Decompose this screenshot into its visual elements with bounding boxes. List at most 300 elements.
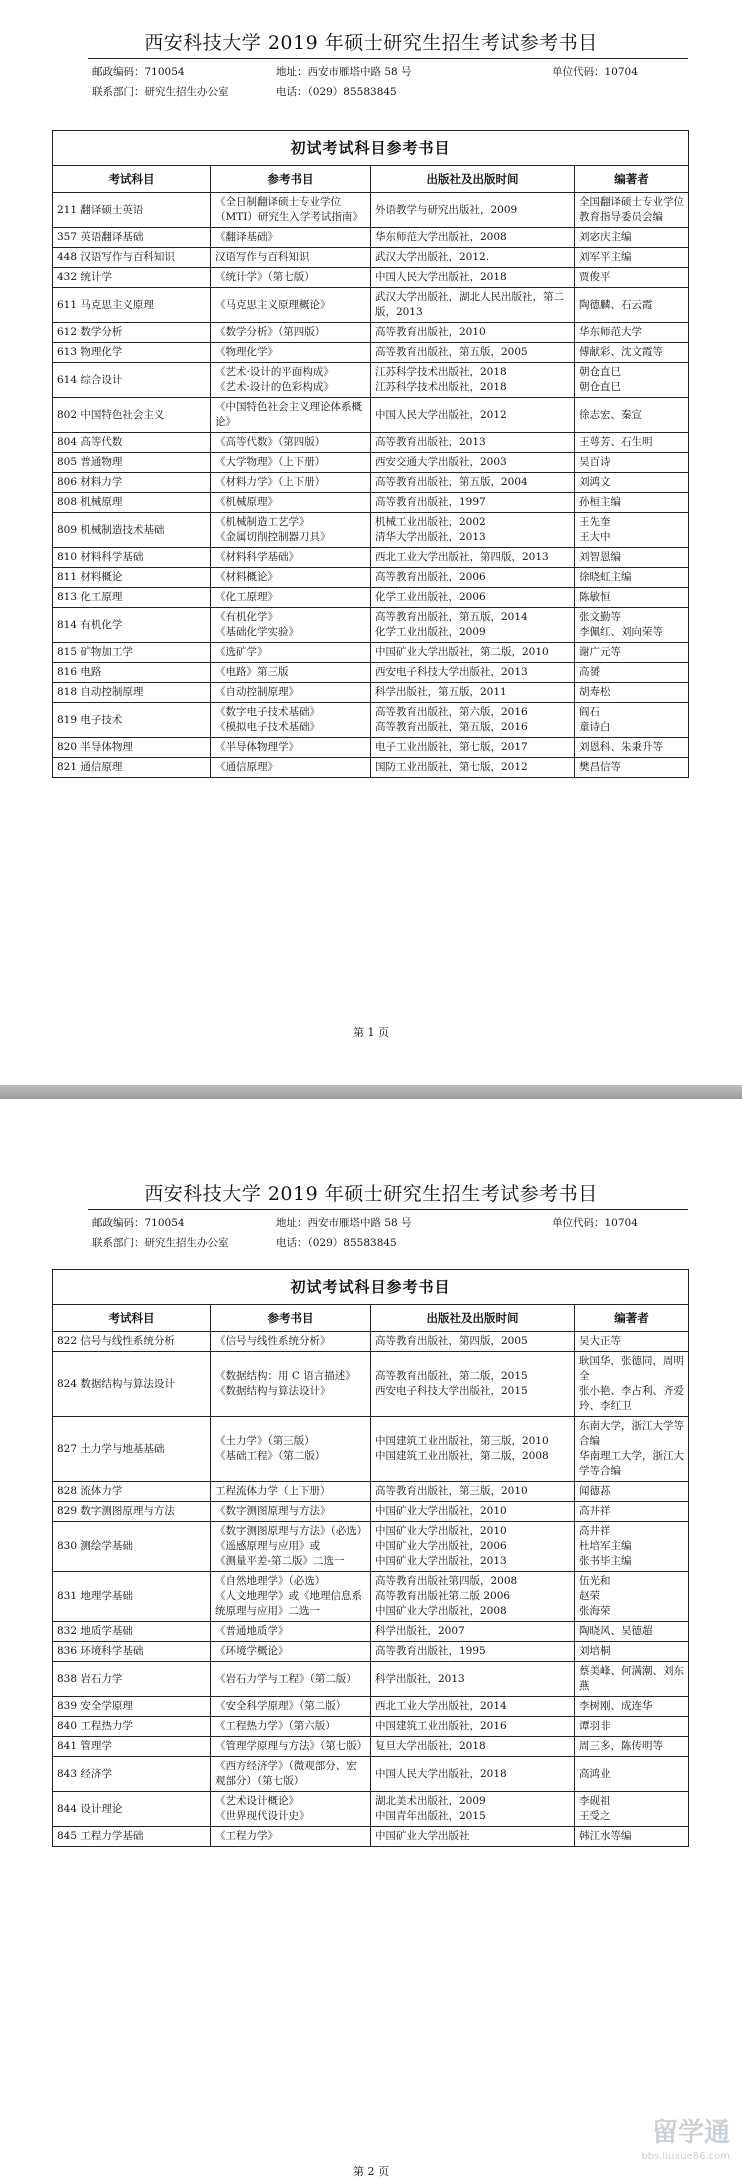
subject-cell: 830 测绘学基础 bbox=[53, 1522, 211, 1572]
books-cell bbox=[211, 643, 371, 663]
author-cell-line: 赵荣 bbox=[579, 1590, 600, 1602]
books-cell bbox=[211, 1737, 371, 1757]
books-cell-line: 《金属切削控制器刀具》 bbox=[215, 531, 331, 543]
author-cell bbox=[575, 248, 689, 268]
books-cell-line: 《材料概论》 bbox=[215, 571, 278, 583]
table-row bbox=[53, 193, 689, 228]
table-row bbox=[53, 1792, 689, 1827]
table-row bbox=[53, 343, 689, 363]
author-cell-line: 贾俊平 bbox=[579, 271, 611, 283]
publisher-cell-line: 中国矿业大学出版社，2006 bbox=[375, 1540, 507, 1552]
books-cell bbox=[211, 493, 371, 513]
subject-cell: 814 有机化学 bbox=[53, 608, 211, 643]
publisher-cell bbox=[371, 643, 575, 663]
watermark-text: 留学通 bbox=[651, 2118, 730, 2148]
postcode: 邮政编码：710054 bbox=[92, 66, 185, 78]
books-cell-line: 《工程热力学》（第六版） bbox=[215, 1720, 336, 1732]
author-cell bbox=[575, 1417, 689, 1482]
books-cell-line: 《岩石力学与工程》（第二版） bbox=[215, 1672, 357, 1685]
header-author: 编著者 bbox=[575, 166, 689, 193]
table-row bbox=[53, 1502, 689, 1522]
publisher-cell bbox=[371, 1827, 575, 1847]
header-books: 参考书目 bbox=[211, 166, 371, 193]
books-cell-line: 《全日制翻译硕士专业学位（MTI）研究生入学考试指南》 bbox=[215, 196, 363, 223]
subject-cell: 802 中国特色社会主义 bbox=[53, 398, 211, 433]
table-row bbox=[53, 453, 689, 473]
author-cell-line: 傅献彩、沈文霞等 bbox=[579, 346, 663, 358]
publisher-cell bbox=[371, 248, 575, 268]
publisher-cell-line: 武汉大学出版社，湖北人民出版社，第二版，2013 bbox=[375, 291, 564, 318]
author-cell bbox=[575, 493, 689, 513]
books-cell-line: 《艺术设计概论》 bbox=[215, 1795, 299, 1807]
author-cell bbox=[575, 643, 689, 663]
books-cell-line: 《自然地理学》（必选） bbox=[215, 1575, 326, 1587]
author-cell-line: 韩江水等编 bbox=[579, 1830, 632, 1842]
publisher-cell-line: 中国矿业大学出版社，2010 bbox=[375, 1505, 507, 1517]
books-cell-line: 《数学分析》（第四版） bbox=[215, 326, 326, 338]
books-cell-line: 《数据结构：用 C 语言描述》 bbox=[215, 1370, 356, 1382]
books-cell-line: 《管理学原理与方法》（第七版） bbox=[215, 1740, 368, 1752]
publisher-cell-line: 中国矿业大学出版社，2013 bbox=[375, 1555, 507, 1567]
subject-cell: 839 安全学原理 bbox=[53, 1697, 211, 1717]
publisher-cell bbox=[371, 568, 575, 588]
table-row bbox=[53, 493, 689, 513]
page-title: 西安科技大学 2019 年硕士研究生招生考试参考书目 bbox=[144, 32, 598, 54]
books-cell-line: 工程流体力学（上下册） bbox=[215, 1485, 331, 1497]
books-cell-line: 《艺术·设计的平面构成》 bbox=[215, 366, 334, 378]
publisher-cell bbox=[371, 433, 575, 453]
books-cell-line: 《电路》第三版 bbox=[215, 666, 289, 678]
publisher-cell bbox=[371, 758, 575, 778]
publisher-cell bbox=[371, 1352, 575, 1417]
publisher-cell bbox=[371, 363, 575, 398]
books-cell-line: 《马克思主义原理概论》 bbox=[215, 298, 331, 311]
author-cell bbox=[575, 1502, 689, 1522]
table-row bbox=[53, 1697, 689, 1717]
books-cell bbox=[211, 1352, 371, 1417]
department: 联系部门：研究生招生办公室 bbox=[92, 86, 229, 98]
reference-table bbox=[52, 130, 689, 778]
table-row bbox=[53, 1662, 689, 1697]
author-cell-line: 谢广元等 bbox=[579, 646, 621, 658]
author-cell-line: 刘军平主编 bbox=[579, 251, 632, 263]
table-row bbox=[53, 1717, 689, 1737]
books-cell bbox=[211, 1622, 371, 1642]
books-cell bbox=[211, 568, 371, 588]
table-row bbox=[53, 1482, 689, 1502]
books-cell bbox=[211, 1827, 371, 1847]
subject-cell: 845 工程力学基础 bbox=[53, 1827, 211, 1847]
phone: 电话：（029）85583845 bbox=[276, 1237, 397, 1249]
author-cell-line: 张书毕主编 bbox=[579, 1555, 632, 1567]
author-cell-line: 樊昌信等 bbox=[579, 761, 621, 773]
table-row bbox=[53, 1572, 689, 1622]
publisher-cell-line: 高等教育出版社，第三版，2010 bbox=[375, 1485, 528, 1497]
books-cell-line: 《高等代数》（第四版） bbox=[215, 436, 326, 448]
publisher-cell bbox=[371, 1642, 575, 1662]
publisher-cell bbox=[371, 738, 575, 758]
publisher-cell bbox=[371, 1572, 575, 1622]
title-divider bbox=[88, 58, 688, 59]
author-cell bbox=[575, 1622, 689, 1642]
author-cell-line: 李树刚、成连华 bbox=[579, 1700, 653, 1712]
author-cell-line: 闻德荪 bbox=[579, 1485, 611, 1497]
table-row bbox=[53, 1737, 689, 1757]
publisher-cell-line: 机械工业出版社，2002 bbox=[375, 516, 486, 528]
publisher-cell bbox=[371, 1697, 575, 1717]
subject-cell: 614 综合设计 bbox=[53, 363, 211, 398]
header-publisher: 出版社及出版时间 bbox=[371, 166, 575, 193]
publisher-cell-line: 湖北美术出版社，2009 bbox=[375, 1795, 486, 1807]
books-cell-line: 《测量平差-第二版》二选一 bbox=[215, 1555, 345, 1567]
author-cell-line: 王大中 bbox=[579, 531, 611, 543]
author-cell-line: 耿国华，张德同，周明全 bbox=[579, 1355, 684, 1382]
table-row bbox=[53, 1352, 689, 1417]
publisher-cell bbox=[371, 513, 575, 548]
publisher-cell-line: 高等教育出版社，第六版，2016 bbox=[375, 706, 528, 718]
subject-cell: 432 统计学 bbox=[53, 268, 211, 288]
publisher-cell-line: 高等教育出版社，第五版，2004 bbox=[375, 476, 528, 488]
publisher-cell-line: 中国青年出版社，2015 bbox=[375, 1810, 486, 1822]
books-cell bbox=[211, 398, 371, 433]
publisher-cell bbox=[371, 548, 575, 568]
books-cell-line: 《材料科学基础》 bbox=[215, 551, 299, 563]
author-cell-line: 陶晓风、吴德超 bbox=[579, 1625, 653, 1637]
publisher-cell-line: 外语教学与研究出版社，2009 bbox=[375, 203, 518, 216]
books-cell-line: 《数字测图原理与方法》（必选） bbox=[215, 1525, 368, 1537]
publisher-cell-line: 中国矿业大学出版社，2008 bbox=[375, 1605, 507, 1617]
watermark-url: bbs.liuxue86.com bbox=[641, 2151, 730, 2162]
publisher-cell-line: 清华大学出版社，2013 bbox=[375, 531, 486, 543]
books-cell bbox=[211, 1792, 371, 1827]
author-cell bbox=[575, 663, 689, 683]
table-row bbox=[53, 513, 689, 548]
publisher-cell-line: 西北工业大学出版社，2014 bbox=[375, 1700, 507, 1712]
table-row bbox=[53, 738, 689, 758]
books-cell bbox=[211, 683, 371, 703]
author-cell-line: 胡寿松 bbox=[579, 686, 611, 698]
books-cell-line: 《环境学概论》 bbox=[215, 1645, 289, 1657]
books-cell bbox=[211, 1757, 371, 1792]
table-row bbox=[53, 663, 689, 683]
books-cell bbox=[211, 343, 371, 363]
author-cell bbox=[575, 268, 689, 288]
books-cell-line: 《机械原理》 bbox=[215, 496, 278, 508]
author-cell-line: 高井祥 bbox=[579, 1525, 611, 1537]
books-cell-line: 《模拟电子技术基础》 bbox=[215, 721, 320, 733]
subject-cell: 811 材料概论 bbox=[53, 568, 211, 588]
author-cell bbox=[575, 398, 689, 433]
subject-cell: 813 化工原理 bbox=[53, 588, 211, 608]
publisher-cell-line: 化学工业出版社，2009 bbox=[375, 626, 486, 638]
author-cell-line: 王萼芳、石生明 bbox=[579, 436, 653, 448]
page-title: 西安科技大学 2019 年硕士研究生招生考试参考书目 bbox=[144, 1183, 598, 1205]
table-row bbox=[53, 363, 689, 398]
publisher-cell bbox=[371, 703, 575, 738]
author-cell-line: 华南理工大学，浙江大学等合编 bbox=[579, 1450, 684, 1477]
publisher-cell-line: 高等教育出版社，第五版，2005 bbox=[375, 346, 528, 358]
author-cell-line: 徐晓虹主编 bbox=[579, 571, 632, 583]
table-row bbox=[53, 288, 689, 323]
subject-cell: 822 信号与线性系统分析 bbox=[53, 1332, 211, 1352]
books-cell-line: 《数字电子技术基础》 bbox=[215, 706, 320, 718]
publisher-cell bbox=[371, 1662, 575, 1697]
publisher-cell bbox=[371, 453, 575, 473]
subject-cell: 840 工程热力学 bbox=[53, 1717, 211, 1737]
publisher-cell bbox=[371, 288, 575, 323]
author-cell-line: 东南大学，浙江大学等合编 bbox=[579, 1420, 684, 1447]
author-cell bbox=[575, 228, 689, 248]
author-cell bbox=[575, 363, 689, 398]
header-publisher: 出版社及出版时间 bbox=[371, 1305, 575, 1332]
author-cell-line: 陈敏恒 bbox=[579, 591, 611, 603]
publisher-cell-line: 西北工业大学出版社，第四版，2013 bbox=[375, 551, 549, 563]
page-1 bbox=[0, 0, 742, 1085]
books-cell bbox=[211, 703, 371, 738]
subject-cell: 844 设计理论 bbox=[53, 1792, 211, 1827]
table-row bbox=[53, 323, 689, 343]
subject-cell: 357 英语翻译基础 bbox=[53, 228, 211, 248]
books-cell bbox=[211, 1572, 371, 1622]
author-cell bbox=[575, 1792, 689, 1827]
author-cell-line: 李佩红、刘向荣等 bbox=[579, 626, 663, 638]
unit-code: 单位代码：10704 bbox=[552, 66, 638, 78]
table-row bbox=[53, 1332, 689, 1352]
table-row bbox=[53, 588, 689, 608]
books-cell bbox=[211, 663, 371, 683]
author-cell-line: 谭羽非 bbox=[579, 1720, 611, 1732]
publisher-cell bbox=[371, 1757, 575, 1792]
publisher-cell-line: 高等教育出版社，1995 bbox=[375, 1645, 486, 1657]
publisher-cell bbox=[371, 228, 575, 248]
books-cell-line: 《化工原理》 bbox=[215, 591, 278, 603]
subject-cell: 808 机械原理 bbox=[53, 493, 211, 513]
table-row bbox=[53, 548, 689, 568]
publisher-cell-line: 科学出版社，2007 bbox=[375, 1625, 465, 1637]
books-cell bbox=[211, 453, 371, 473]
table-row bbox=[53, 1642, 689, 1662]
books-cell-line: 《基础工程》（第二版） bbox=[215, 1450, 326, 1462]
publisher-cell-line: 中国人民大学出版社，2018 bbox=[375, 271, 507, 283]
header-author: 编著者 bbox=[575, 1305, 689, 1332]
publisher-cell bbox=[371, 473, 575, 493]
publisher-cell bbox=[371, 193, 575, 228]
author-cell bbox=[575, 1662, 689, 1697]
subject-cell: 824 数据结构与算法设计 bbox=[53, 1352, 211, 1417]
publisher-cell bbox=[371, 1737, 575, 1757]
books-cell-line: 《统计学》（第七版） bbox=[215, 271, 315, 283]
books-cell-line: 《艺术·设计的色彩构成》 bbox=[215, 381, 334, 393]
author-cell bbox=[575, 1642, 689, 1662]
author-cell bbox=[575, 1352, 689, 1417]
table-caption: 初试考试科目参考书目 bbox=[53, 131, 689, 166]
books-cell bbox=[211, 228, 371, 248]
table-row bbox=[53, 268, 689, 288]
books-cell bbox=[211, 473, 371, 493]
publisher-cell bbox=[371, 1332, 575, 1352]
books-cell-line: 《普通地质学》 bbox=[215, 1625, 289, 1637]
publisher-cell-line: 武汉大学出版社，2012. bbox=[375, 251, 490, 263]
publisher-cell bbox=[371, 1622, 575, 1642]
author-cell bbox=[575, 608, 689, 643]
table-row bbox=[53, 568, 689, 588]
table-row bbox=[53, 1522, 689, 1572]
author-cell-line: 朝仓直巳 bbox=[579, 366, 621, 378]
page-number: 第 1 页 bbox=[353, 1026, 389, 1039]
subject-cell: 815 矿物加工学 bbox=[53, 643, 211, 663]
subject-cell: 809 机械制造技术基础 bbox=[53, 513, 211, 548]
publisher-cell-line: 江苏科学技术出版社，2018 bbox=[375, 366, 507, 378]
table-row bbox=[53, 703, 689, 738]
subject-cell: 836 环境科学基础 bbox=[53, 1642, 211, 1662]
publisher-cell-line: 高等教育出版社，第五版，2016 bbox=[375, 721, 528, 733]
books-cell-line: 《土力学》（第三版） bbox=[215, 1435, 315, 1447]
author-cell-line: 陶德麟、石云霞 bbox=[579, 298, 653, 311]
department: 联系部门：研究生招生办公室 bbox=[92, 1237, 229, 1249]
author-cell bbox=[575, 343, 689, 363]
books-cell bbox=[211, 323, 371, 343]
table-row bbox=[53, 608, 689, 643]
author-cell-line: 高井祥 bbox=[579, 1505, 611, 1517]
books-cell bbox=[211, 1662, 371, 1697]
subject-cell: 832 地质学基础 bbox=[53, 1622, 211, 1642]
author-cell-line: 童诗白 bbox=[579, 721, 611, 733]
subject-cell: 805 普通物理 bbox=[53, 453, 211, 473]
publisher-cell-line: 复旦大学出版社，2018 bbox=[375, 1740, 486, 1752]
author-cell bbox=[575, 1717, 689, 1737]
books-cell-line: 《有机化学》 bbox=[215, 611, 278, 623]
author-cell bbox=[575, 1697, 689, 1717]
table-row bbox=[53, 643, 689, 663]
author-cell bbox=[575, 453, 689, 473]
publisher-cell-line: 化学工业出版社，2006 bbox=[375, 591, 486, 603]
publisher-cell bbox=[371, 493, 575, 513]
header-subject: 考试科目 bbox=[53, 1305, 211, 1332]
publisher-cell-line: 高等教育出版社，2006 bbox=[375, 571, 486, 583]
publisher-cell bbox=[371, 1522, 575, 1572]
books-cell-line: 《工程力学》 bbox=[215, 1830, 278, 1842]
author-cell-line: 刘恩科、朱秉升等 bbox=[579, 741, 663, 753]
books-cell bbox=[211, 433, 371, 453]
publisher-cell-line: 电子工业出版社，第七版，2017 bbox=[375, 741, 528, 753]
subject-cell: 804 高等代数 bbox=[53, 433, 211, 453]
table-caption: 初试考试科目参考书目 bbox=[53, 1270, 689, 1305]
publisher-cell bbox=[371, 268, 575, 288]
publisher-cell-line: 科学出版社，2013 bbox=[375, 1672, 465, 1685]
books-cell bbox=[211, 1482, 371, 1502]
books-cell-line: 《西方经济学》（微观部分、宏观部分）（第七版） bbox=[215, 1760, 357, 1787]
table-row bbox=[53, 473, 689, 493]
author-cell-line: 高赟 bbox=[579, 666, 600, 678]
author-cell bbox=[575, 1572, 689, 1622]
subject-cell: 448 汉语写作与百科知识 bbox=[53, 248, 211, 268]
page-2 bbox=[0, 1099, 742, 2181]
publisher-cell bbox=[371, 398, 575, 433]
books-cell-line: 《半导体物理学》 bbox=[215, 741, 299, 753]
publisher-cell-line: 中国矿业大学出版社，2010 bbox=[375, 1525, 507, 1537]
address: 地址：西安市雁塔中路 58 号 bbox=[276, 66, 412, 78]
publisher-cell-line: 高等教育出版社，第二版，2015 bbox=[375, 1370, 528, 1382]
author-cell bbox=[575, 1737, 689, 1757]
publisher-cell-line: 高等教育出版社第四版，2008 bbox=[375, 1575, 518, 1587]
table-row bbox=[53, 683, 689, 703]
publisher-cell bbox=[371, 1792, 575, 1827]
title-divider bbox=[88, 1209, 688, 1210]
publisher-cell bbox=[371, 1417, 575, 1482]
publisher-cell-line: 中国人民大学出版社，2018 bbox=[375, 1767, 507, 1780]
subject-cell: 841 管理学 bbox=[53, 1737, 211, 1757]
books-cell-line: 《翻译基础》 bbox=[215, 231, 278, 243]
books-cell-line: 《世界现代设计史》 bbox=[215, 1810, 310, 1822]
unit-code: 单位代码：10704 bbox=[552, 1217, 638, 1229]
books-cell bbox=[211, 1417, 371, 1482]
books-cell bbox=[211, 513, 371, 548]
publisher-cell bbox=[371, 663, 575, 683]
author-cell bbox=[575, 433, 689, 453]
table-row bbox=[53, 248, 689, 268]
author-cell-line: 全国翻译硕士专业学位教育指导委员会编 bbox=[579, 196, 684, 223]
subject-cell: 613 物理化学 bbox=[53, 343, 211, 363]
table-row bbox=[53, 1827, 689, 1847]
author-cell-line: 高鸿业 bbox=[579, 1767, 611, 1780]
books-cell-line: 《信号与线性系统分析》 bbox=[215, 1335, 331, 1347]
books-cell bbox=[211, 248, 371, 268]
publisher-cell-line: 高等教育出版社，1997 bbox=[375, 496, 486, 508]
books-cell bbox=[211, 1642, 371, 1662]
publisher-cell-line: 西安交通大学出版社，2003 bbox=[375, 456, 507, 468]
page-number: 第 2 页 bbox=[353, 2165, 389, 2178]
reference-table bbox=[52, 1269, 689, 1847]
books-cell-line: 《机械制造工艺学》 bbox=[215, 516, 310, 528]
books-cell bbox=[211, 1697, 371, 1717]
subject-cell: 819 电子技术 bbox=[53, 703, 211, 738]
subject-cell: 816 电路 bbox=[53, 663, 211, 683]
subject-cell: 831 地理学基础 bbox=[53, 1572, 211, 1622]
page-separator bbox=[0, 1085, 742, 1099]
publisher-cell bbox=[371, 1502, 575, 1522]
author-cell-line: 张小艳、李占利、齐爱玲、李红卫 bbox=[579, 1385, 684, 1412]
books-cell bbox=[211, 288, 371, 323]
books-cell-line: 《数据结构与算法设计》 bbox=[215, 1385, 331, 1397]
subject-cell: 827 土力学与地基基础 bbox=[53, 1417, 211, 1482]
author-cell bbox=[575, 1827, 689, 1847]
books-cell-line: 《选矿学》 bbox=[215, 646, 268, 658]
publisher-cell-line: 江苏科学技术出版社，2018 bbox=[375, 381, 507, 393]
author-cell bbox=[575, 473, 689, 493]
author-cell-line: 蔡美峰、何满潮、刘东燕 bbox=[579, 1665, 684, 1692]
table-row bbox=[53, 758, 689, 778]
publisher-cell-line: 高等教育出版社，2010 bbox=[375, 326, 486, 338]
table-row bbox=[53, 1757, 689, 1792]
author-cell-line: 周三多，陈传明等 bbox=[579, 1740, 663, 1752]
header-books: 参考书目 bbox=[211, 1305, 371, 1332]
address: 地址：西安市雁塔中路 58 号 bbox=[276, 1217, 412, 1229]
books-cell-line: 《通信原理》 bbox=[215, 761, 278, 773]
author-cell-line: 刘宓庆主编 bbox=[579, 231, 632, 243]
books-cell bbox=[211, 608, 371, 643]
publisher-cell bbox=[371, 588, 575, 608]
books-cell-line: 《物理化学》 bbox=[215, 346, 278, 358]
author-cell-line: 吴大正等 bbox=[579, 1335, 621, 1347]
author-cell-line: 刘培桐 bbox=[579, 1645, 611, 1657]
author-cell bbox=[575, 738, 689, 758]
table-row bbox=[53, 1622, 689, 1642]
author-cell bbox=[575, 288, 689, 323]
author-cell-line: 张海荣 bbox=[579, 1605, 611, 1617]
table-row bbox=[53, 228, 689, 248]
publisher-cell bbox=[371, 343, 575, 363]
books-cell-line: 《中国特色社会主义理论体系概论》 bbox=[215, 401, 362, 428]
